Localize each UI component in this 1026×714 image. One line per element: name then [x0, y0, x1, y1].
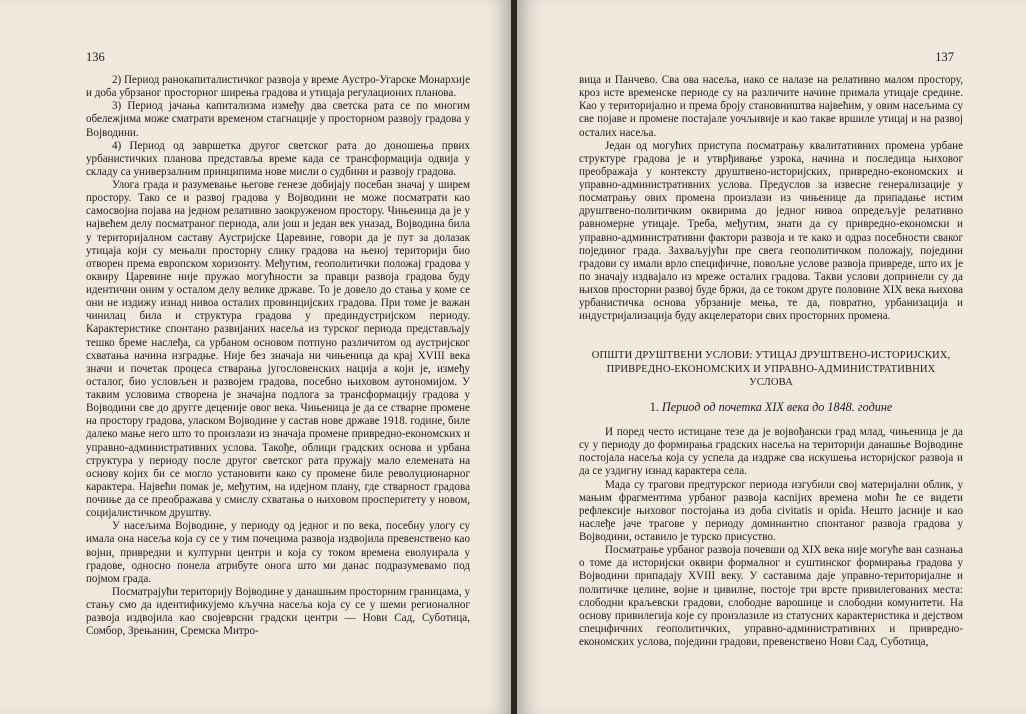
- section-heading-line-3: УСЛОВА: [749, 376, 793, 388]
- subsection-heading: [579, 401, 963, 414]
- subsection-number: 1.: [649, 399, 659, 414]
- right-page-number: 137: [935, 50, 954, 64]
- right-paragraph-5: Посматрање урбаног развоја почевши од XIX века није могуће ван сазнања о томе да историјски оквири формалног и суштинског формирања градова у Војводини припадају XVIII веку. У саставима дaje управно-територијалне и политичке целине, војне и цивилне, постоје три врсте привилегованих места: слободни краљевски градови, слободне варошице и слободни комунитети. На основу привилегија које су произлазиле из статусних карактеристика и дејством специфичних геополитичких, управно-административних и привредно-економских услова, поједини градови, превенствено Нови Сад, Суботица,: [579, 544, 963, 649]
- left-paragraph-6: Посматрајући територију Војводине у данашњим просторним границама, у стању смо да идентификујемо кључна насеља која су се у шеми регионалног развоја издвојила као својеврсни градски центри — Нови Сад, Суботица, Сомбор, Зрењанин, Сремска Митро-: [86, 585, 470, 638]
- subsection-title: Период од почетка XIX века до 1848. године: [661, 399, 893, 414]
- left-paragraph-4: Улога града и разумевање његове генезе добијају посебан значај у ширем простору. Тако се и развој градова у Војводини не може посматрати као самосвојна појава на једном релативно заокруженом простору. Чињеница да је у највећем делу посматраног периода, али још и један век уназад, Војводина била у територијалном саставу Аустријске Царевине, говори да је пут за долазак утицаја који су мењали просторну слику градова на њеној територији био отворен према европском хоризонту. Међутим, геополитички положај градова у оквиру Царевине није пружао могућности за правци развоја градова буду идентични оним у осталом делу велике државе. То је довело до стања у коме се они не издижу изнад нивоа осталих провинцијских градова. При томе је важан чинилац била и структура градова у прединдустријском периоду. Карактеристике спонтано развијаних насеља из турског периода представљају тешко бреме наслеђа, са урбаном основом потпуно различитом од аустријског схватања начина изградње. Није без значаја ни чињеница да крај XVIII века значи и почетак процеса стварања југословенских нација а који је, између осталог, био условљен и развојем градова, посебно њиховом аутономијом. У таквим условима створена је значајна подлога за трансформацију градова у Војводини све до другге деценије овог века. Чињеница је да се стварне промене на простору градова, уласком Војводине у састав нове државе 1918. године, биле далеко мање него што то произлази из значаја промене привредно-економских и управно-административних услова. Такође, облици градских основа и урбана структура у периоду после другог светског рата пружају мало елемената на основу којих би се могло установити како су промене биле револуционарног карактера. Највећи помак је, међутим, на идејном плану, где стварност градова почиње да се преображава у смислу схватања о њиховом просперитету у новом, социјалистичком друштву.: [86, 179, 470, 520]
- left-page-body: [86, 74, 470, 638]
- right-page-body: [579, 74, 963, 649]
- left-page: [0, 0, 511, 714]
- right-paragraph-2: Један од могућих приступа посматрању квалитативних промена урбане структуре градова је и утврђивање узрока, начина и последица њиховог преображаја у контексту друштвено-историјских, привредно-економских и управно-административних услова. Предуслов за извесне генерализације у посматрању ових промена произлази из чињенице да припадање истим друштвено-политичким оквирима до једног нивоа опредељује релативно равномерне утицаје. Треба, међутим, знати да су привредно-економски и управно-административни фактори развоја и те како и одраз посебности сваког појединог града. Захваљујући пре свега геополитичком положају, поједини градови су имали врло специфичне, повољне услове развоја привреде, што их је по значају издвајало из мреже осталих градова. Такви услови допринели су да њихов просторни развој буде бржи, да се током друге половине XIX века њихова урбанистичка основа убрзаније мења, те да, повратно, урбанизација и индустријализација буду акцелератори свих просторних промена.: [579, 139, 963, 323]
- left-paragraph-1: 2) Период ранокапиталистичког развоја у време Аустро-Угарске Монархије и доба убрзаног просторног ширења градова и утицаја регулационих планова.: [86, 74, 470, 100]
- right-paragraph-3: И поред често истицане тезе да је војвођански град млад, чињеница је да су у периоду до формирања градских насеља на територији данашње Војводине постојала насеља која су успела да издрже сва искушења историјског развоја и да се уздигну изнад карактера села.: [579, 426, 963, 478]
- left-paragraph-5: У насељима Војводине, у периоду од једног и по века, посебну улогу су имала она насеља која су се у тим почецима развоја издвојила превенствено као војни, привредни и културни центри и која су током времена еволуирала у градове, односно понела атрибуте онога што ми данас подразумевамо под појмом града.: [86, 520, 470, 585]
- left-paragraph-3: 4) Период од завршетка другог светског рата до доношења првих урбанистичких планова представља време када се трансформација одвија у складу са универзалним принципима нове мисли о судбини и развоју градова.: [86, 139, 470, 178]
- section-heading-line-1: ОПШТИ ДРУШТВЕНИ УСЛОВИ: УТИЦАЈ ДРУШТВЕНО-ИСТОРИЈСКИХ,: [591, 350, 951, 362]
- section-heading: [579, 349, 963, 389]
- left-paragraph-2: 3) Период јачања капитализма између два светска рата се по многим обележјима може сматрати временом стагнације у просторном развоју градова у Војводини.: [86, 100, 470, 139]
- right-page: [517, 0, 1026, 714]
- right-paragraph-1: вица и Панчево. Сва ова насеља, иако се налазе на релативно малом простору, кроз исте временске периоде су на различите начине примала утицаје средине. Као у територијално и према броју становништва највећим, у овим насељима су све појаве и промене постајале уочљивије и као такве вршиле утицај и на развој осталих насеља.: [579, 74, 963, 139]
- right-paragraph-4: Мада су трагови предтурског периода изгубили свој материјални облик, у мањим фрагментима урбаног развоја касnijих времена моћи ће се видети рефлексије њиховог постојања из доба civitatis и opida. Нешто јасније и као наслеђе јаче трагове у периоду доминантно спонтаног развоја градова у Војводини, оставило је турско присуство.: [579, 478, 963, 544]
- section-heading-line-2: ПРИВРЕДНО-ЕКОНОМСКИХ И УПРАВНО-АДМИНИСТРАТИВНИХ: [606, 363, 936, 375]
- left-page-number: 136: [86, 50, 105, 64]
